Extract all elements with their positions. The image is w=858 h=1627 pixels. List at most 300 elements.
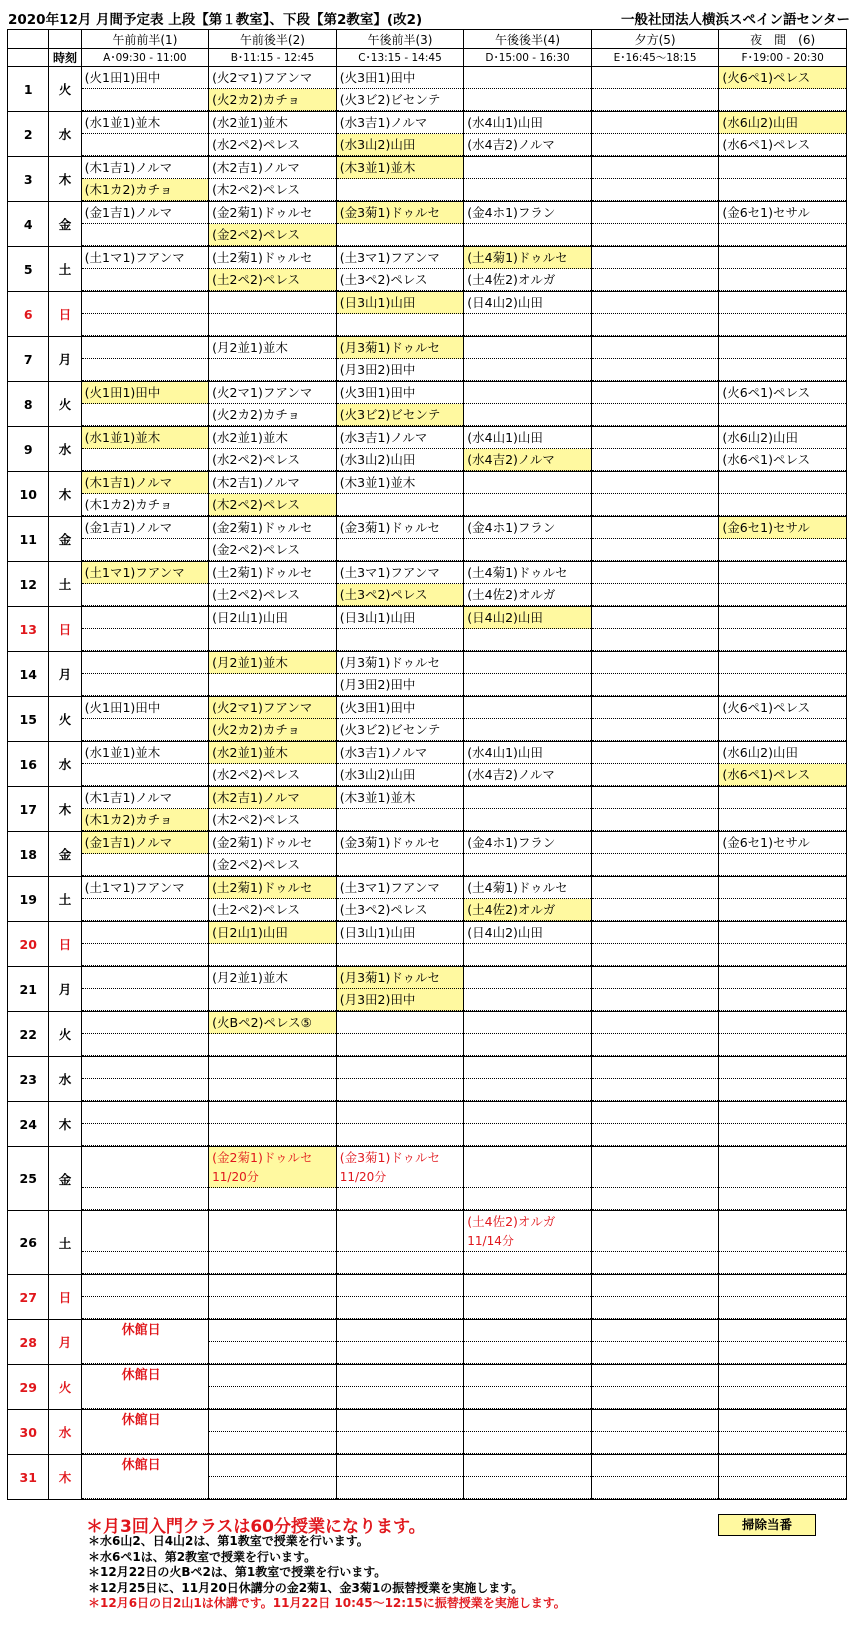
schedule-cell bbox=[336, 202, 464, 247]
day-of-week: 火 bbox=[49, 67, 81, 112]
class-slot-upper: (木2吉1)ノルマ bbox=[209, 157, 336, 179]
day-of-week: 木 bbox=[49, 157, 81, 202]
class-slot-lower bbox=[719, 809, 846, 831]
schedule-cell bbox=[591, 787, 719, 832]
class-slot-upper: (日4山2)山田 bbox=[464, 292, 591, 314]
makeup-date-note bbox=[464, 1169, 591, 1188]
class-slot-lower bbox=[82, 629, 209, 651]
day-of-week: 火 bbox=[49, 1012, 81, 1057]
class-slot-upper: (水4山1)山田 bbox=[464, 427, 591, 449]
note-line: ＊水6山2、日4山2は、第1教室で授業を行います。 bbox=[88, 1534, 369, 1548]
class-slot-lower bbox=[592, 449, 719, 471]
class-slot-upper: (月3菊1)ドゥルセ bbox=[337, 967, 464, 989]
class-slot-upper bbox=[592, 877, 719, 899]
schedule-cell bbox=[591, 1211, 719, 1275]
day-of-week: 月 bbox=[49, 652, 81, 697]
class-slot-lower bbox=[592, 989, 719, 1011]
day-number: 30 bbox=[8, 1410, 49, 1455]
class-slot-upper bbox=[209, 292, 336, 314]
day-of-week: 木 bbox=[49, 1455, 81, 1500]
schedule-cell bbox=[209, 832, 337, 877]
class-slot-upper: (金3菊1)ドゥルセ bbox=[337, 517, 464, 539]
class-slot-upper: (水3吉1)ノルマ bbox=[337, 427, 464, 449]
class-slot-lower: (水2ペ2)ペレス bbox=[209, 764, 336, 786]
schedule-cell bbox=[591, 652, 719, 697]
class-slot-upper: (月3菊1)ドゥルセ bbox=[337, 652, 464, 674]
class-slot-upper bbox=[464, 1455, 591, 1477]
class-slot-lower: (土2ペ2)ペレス bbox=[209, 899, 336, 921]
class-slot-lower bbox=[719, 1079, 846, 1101]
day-number: 12 bbox=[8, 562, 49, 607]
class-slot-upper: (水2並1)並木 bbox=[209, 742, 336, 764]
closed-label: 休館日 bbox=[121, 1458, 161, 1473]
schedule-cell bbox=[336, 1410, 464, 1455]
schedule-cell bbox=[209, 787, 337, 832]
class-slot-upper: (日3山1)山田 bbox=[337, 607, 464, 629]
class-slot-upper bbox=[337, 1410, 464, 1432]
schedule-cell bbox=[591, 202, 719, 247]
class-slot-upper bbox=[464, 1147, 591, 1169]
schedule-cell bbox=[336, 1455, 464, 1500]
class-slot-upper bbox=[592, 1410, 719, 1432]
class-slot-upper: (水1並1)並木 bbox=[82, 742, 209, 764]
class-slot-upper: (火6ペ1)ペレス bbox=[719, 382, 846, 404]
schedule-cell bbox=[464, 607, 592, 652]
class-slot-lower: (月3田2)田中 bbox=[337, 674, 464, 696]
class-slot-upper bbox=[209, 1365, 336, 1387]
schedule-cell bbox=[719, 607, 847, 652]
day-row bbox=[8, 472, 847, 517]
class-slot-upper bbox=[592, 1211, 719, 1233]
class-slot-lower bbox=[209, 1432, 336, 1454]
class-slot-lower bbox=[719, 944, 846, 966]
class-slot-lower bbox=[464, 539, 591, 561]
class-slot-lower bbox=[464, 854, 591, 876]
class-slot-upper bbox=[592, 202, 719, 224]
schedule-cell bbox=[464, 112, 592, 157]
class-slot-upper bbox=[82, 967, 209, 989]
schedule-cell bbox=[464, 697, 592, 742]
schedule-cell bbox=[336, 1320, 464, 1365]
blank-header bbox=[8, 30, 49, 49]
schedule-cell bbox=[81, 517, 209, 562]
schedule-cell bbox=[591, 832, 719, 877]
class-slot-lower bbox=[82, 1387, 209, 1409]
note-line-red: ＊12月6日の日2山1は休講です。11月22日 10:45～12:15に振替授業を実施します。 bbox=[88, 1596, 566, 1611]
schedule-cell bbox=[591, 922, 719, 967]
class-slot-upper bbox=[592, 1147, 719, 1169]
day-row bbox=[8, 607, 847, 652]
class-slot-lower bbox=[209, 1477, 336, 1499]
class-slot-upper: (月2並1)並木 bbox=[209, 967, 336, 989]
class-slot-lower: (木2ペ2)ペレス bbox=[209, 179, 336, 201]
schedule-cell bbox=[464, 1275, 592, 1320]
class-slot-lower bbox=[719, 1124, 846, 1146]
schedule-cell bbox=[464, 1455, 592, 1500]
period-name: 午後後半(4) bbox=[464, 30, 592, 49]
period-name: 午後前半(3) bbox=[336, 30, 464, 49]
makeup-date-note bbox=[82, 1169, 209, 1188]
class-slot-lower bbox=[82, 134, 209, 156]
class-slot-lower bbox=[209, 359, 336, 381]
day-number: 13 bbox=[8, 607, 49, 652]
schedule-cell bbox=[209, 877, 337, 922]
class-slot-lower bbox=[719, 224, 846, 246]
day-row bbox=[8, 742, 847, 787]
schedule-cell bbox=[336, 517, 464, 562]
schedule-cell bbox=[719, 517, 847, 562]
class-slot-lower: (水6ペ1)ペレス bbox=[719, 449, 846, 471]
day-of-week: 土 bbox=[49, 1211, 81, 1275]
class-slot-lower bbox=[82, 1477, 209, 1499]
class-slot-upper bbox=[82, 1012, 209, 1034]
class-slot-upper bbox=[719, 292, 846, 314]
class-slot-lower bbox=[592, 899, 719, 921]
schedule-cell bbox=[81, 1365, 209, 1410]
day-row bbox=[8, 1102, 847, 1147]
schedule-cell bbox=[591, 877, 719, 922]
class-slot-lower: (火3ビ2)ビセンテ bbox=[337, 89, 464, 111]
schedule-cell bbox=[591, 742, 719, 787]
day-row bbox=[8, 517, 847, 562]
schedule-cell bbox=[464, 562, 592, 607]
schedule-cell bbox=[591, 382, 719, 427]
schedule-cell bbox=[464, 967, 592, 1012]
class-slot-lower bbox=[719, 89, 846, 111]
schedule-cell bbox=[336, 427, 464, 472]
class-slot-upper bbox=[82, 1147, 209, 1169]
class-slot-lower bbox=[82, 224, 209, 246]
period-time: D･15:00 - 16:30 bbox=[464, 49, 592, 67]
class-slot-lower: (火2カ2)カチョ bbox=[209, 89, 336, 111]
class-slot-lower bbox=[82, 89, 209, 111]
day-number: 18 bbox=[8, 832, 49, 877]
schedule-cell bbox=[336, 877, 464, 922]
class-slot-upper: (金4ホ1)フラン bbox=[464, 517, 591, 539]
class-slot-upper bbox=[719, 1211, 846, 1233]
schedule-cell bbox=[81, 1057, 209, 1102]
class-slot-lower bbox=[719, 1387, 846, 1409]
class-slot-lower bbox=[719, 1297, 846, 1319]
class-slot-upper: (土4佐2)オルガ bbox=[467, 1214, 556, 1229]
schedule-cell bbox=[719, 337, 847, 382]
class-slot-lower bbox=[82, 854, 209, 876]
class-slot-upper: (土1マ1)フアンマ bbox=[82, 562, 209, 584]
class-slot-upper bbox=[719, 157, 846, 179]
class-slot-upper: (土2菊1)ドゥルセ bbox=[209, 562, 336, 584]
class-slot-upper bbox=[592, 607, 719, 629]
schedule-cell bbox=[209, 472, 337, 517]
schedule-cell bbox=[719, 922, 847, 967]
day-number: 5 bbox=[8, 247, 49, 292]
class-slot-upper bbox=[337, 1012, 464, 1034]
schedule-cell bbox=[209, 1102, 337, 1147]
class-slot-lower bbox=[82, 899, 209, 921]
schedule-cell bbox=[81, 922, 209, 967]
schedule-cell bbox=[209, 1320, 337, 1365]
day-row bbox=[8, 67, 847, 112]
class-slot-upper bbox=[592, 1320, 719, 1342]
class-slot-upper bbox=[464, 1365, 591, 1387]
class-slot-upper bbox=[82, 652, 209, 674]
schedule-cell bbox=[591, 67, 719, 112]
class-slot-lower: (金2ペ2)ペレス bbox=[209, 539, 336, 561]
schedule-cell bbox=[81, 742, 209, 787]
class-slot-upper bbox=[592, 247, 719, 269]
class-slot-lower bbox=[592, 719, 719, 741]
class-slot-upper bbox=[464, 1320, 591, 1342]
class-slot-lower bbox=[592, 134, 719, 156]
class-slot-lower bbox=[592, 269, 719, 291]
class-slot-lower bbox=[464, 1432, 591, 1454]
period-name: 夜 間 (6) bbox=[719, 30, 847, 49]
class-slot-lower bbox=[82, 764, 209, 786]
class-slot-lower: (火2カ2)カチョ bbox=[209, 404, 336, 426]
class-slot-upper: (水2並1)並木 bbox=[209, 427, 336, 449]
closed-label: 休館日 bbox=[121, 1413, 161, 1428]
schedule-cell bbox=[591, 1057, 719, 1102]
schedule-cell bbox=[336, 1057, 464, 1102]
class-slot-upper bbox=[592, 562, 719, 584]
class-slot-upper bbox=[82, 1211, 209, 1233]
makeup-date-note bbox=[719, 1169, 846, 1188]
day-row bbox=[8, 1211, 847, 1275]
class-slot-lower bbox=[209, 1034, 336, 1056]
day-of-week: 日 bbox=[49, 922, 81, 967]
schedule-cell bbox=[209, 1057, 337, 1102]
class-slot-upper: (金3菊1)ドゥルセ bbox=[339, 1150, 441, 1165]
blank-header bbox=[8, 49, 49, 67]
class-slot-upper bbox=[209, 1211, 336, 1233]
class-slot-upper bbox=[82, 1057, 209, 1079]
organization-name: 一般社団法人横浜スペイン語センター bbox=[621, 12, 850, 28]
day-number: 6 bbox=[8, 292, 49, 337]
day-row bbox=[8, 652, 847, 697]
class-slot-lower bbox=[592, 1477, 719, 1499]
schedule-cell bbox=[719, 1275, 847, 1320]
day-of-week: 水 bbox=[49, 1410, 81, 1455]
intro-class-note: ＊月3回入門クラスは60分授業になります。 bbox=[86, 1517, 426, 1537]
class-slot-lower bbox=[592, 1124, 719, 1146]
class-slot-lower bbox=[464, 1252, 591, 1274]
class-slot-lower bbox=[592, 1252, 719, 1274]
day-row bbox=[8, 1012, 847, 1057]
class-slot-upper bbox=[592, 67, 719, 89]
class-slot-lower bbox=[592, 944, 719, 966]
class-slot-lower: (水3山2)山田 bbox=[337, 134, 464, 156]
schedule-cell bbox=[336, 1365, 464, 1410]
schedule-cell bbox=[336, 382, 464, 427]
class-slot-upper bbox=[464, 1012, 591, 1034]
schedule-cell bbox=[209, 697, 337, 742]
class-slot-lower bbox=[592, 1342, 719, 1364]
schedule-cell bbox=[209, 382, 337, 427]
day-number: 15 bbox=[8, 697, 49, 742]
class-slot-upper: (日2山1)山田 bbox=[209, 922, 336, 944]
class-slot-lower bbox=[464, 224, 591, 246]
day-row bbox=[8, 1147, 847, 1211]
class-slot-lower bbox=[337, 944, 464, 966]
class-slot-upper bbox=[592, 652, 719, 674]
class-slot-lower bbox=[82, 449, 209, 471]
class-slot-lower bbox=[82, 674, 209, 696]
period-time: A･09:30 - 11:00 bbox=[81, 49, 209, 67]
day-of-week: 木 bbox=[49, 787, 81, 832]
class-slot-lower: (土2ペ2)ペレス bbox=[209, 269, 336, 291]
class-slot-upper bbox=[592, 382, 719, 404]
schedule-cell bbox=[464, 157, 592, 202]
schedule-cell bbox=[81, 967, 209, 1012]
day-row bbox=[8, 157, 847, 202]
schedule-cell bbox=[81, 607, 209, 652]
class-slot-lower bbox=[209, 1124, 336, 1146]
class-slot-upper: (木2吉1)ノルマ bbox=[209, 472, 336, 494]
schedule-cell bbox=[719, 472, 847, 517]
class-slot-upper bbox=[464, 652, 591, 674]
day-number: 28 bbox=[8, 1320, 49, 1365]
day-number: 27 bbox=[8, 1275, 49, 1320]
class-slot-upper bbox=[464, 67, 591, 89]
class-slot-upper bbox=[464, 697, 591, 719]
schedule-cell bbox=[209, 157, 337, 202]
class-slot-upper: (木3並1)並木 bbox=[337, 157, 464, 179]
class-slot-lower bbox=[592, 584, 719, 606]
class-slot-lower: (水4吉2)ノルマ bbox=[464, 764, 591, 786]
class-slot-lower bbox=[337, 1124, 464, 1146]
makeup-date-note bbox=[592, 1169, 719, 1188]
schedule-cell bbox=[81, 67, 209, 112]
class-slot-upper: (土4菊1)ドゥルセ bbox=[464, 562, 591, 584]
class-slot-lower bbox=[719, 899, 846, 921]
class-slot-lower: (月3田2)田中 bbox=[337, 359, 464, 381]
day-of-week: 月 bbox=[49, 337, 81, 382]
schedule-cell bbox=[81, 337, 209, 382]
schedule-cell bbox=[81, 652, 209, 697]
class-slot-lower bbox=[337, 1034, 464, 1056]
schedule-cell bbox=[591, 1320, 719, 1365]
schedule-cell bbox=[336, 922, 464, 967]
schedule-cell bbox=[591, 1455, 719, 1500]
class-slot-lower bbox=[82, 1034, 209, 1056]
schedule-cell bbox=[719, 742, 847, 787]
day-number: 16 bbox=[8, 742, 49, 787]
makeup-date-note: 11/20分 bbox=[337, 1169, 464, 1188]
day-of-week: 金 bbox=[49, 832, 81, 877]
schedule-cell bbox=[209, 562, 337, 607]
class-slot-lower: (水3山2)山田 bbox=[337, 764, 464, 786]
schedule-cell bbox=[464, 517, 592, 562]
class-slot-upper bbox=[719, 1102, 846, 1124]
schedule-cell bbox=[464, 1410, 592, 1455]
class-slot-lower bbox=[209, 989, 336, 1011]
class-slot-lower: (土4佐2)オルガ bbox=[464, 899, 591, 921]
day-number: 19 bbox=[8, 877, 49, 922]
schedule-cell bbox=[336, 1102, 464, 1147]
class-slot-upper bbox=[592, 112, 719, 134]
class-slot-upper: (木2吉1)ノルマ bbox=[209, 787, 336, 809]
schedule-cell bbox=[81, 1320, 209, 1365]
day-row bbox=[8, 382, 847, 427]
day-number: 4 bbox=[8, 202, 49, 247]
class-slot-lower bbox=[209, 1387, 336, 1409]
schedule-cell bbox=[464, 247, 592, 292]
class-slot-lower bbox=[719, 314, 846, 336]
day-of-week: 月 bbox=[49, 1320, 81, 1365]
class-slot-lower bbox=[464, 719, 591, 741]
class-slot-upper: (金2菊1)ドゥルセ bbox=[209, 832, 336, 854]
class-slot-lower bbox=[209, 1342, 336, 1364]
class-slot-lower: (土2ペ2)ペレス bbox=[209, 584, 336, 606]
class-slot-upper bbox=[592, 967, 719, 989]
class-slot-upper bbox=[82, 1275, 209, 1297]
class-slot-lower: (月3田2)田中 bbox=[337, 989, 464, 1011]
schedule-cell bbox=[81, 472, 209, 517]
class-slot-lower bbox=[719, 674, 846, 696]
schedule-cell bbox=[719, 1455, 847, 1500]
class-slot-lower bbox=[82, 1124, 209, 1146]
makeup-date-note bbox=[719, 1233, 846, 1252]
class-slot-lower bbox=[337, 314, 464, 336]
class-slot-lower bbox=[82, 1342, 209, 1364]
day-of-week: 水 bbox=[49, 1057, 81, 1102]
schedule-cell bbox=[719, 1365, 847, 1410]
class-slot-lower bbox=[337, 179, 464, 201]
schedule-cell bbox=[719, 427, 847, 472]
class-slot-upper bbox=[592, 742, 719, 764]
class-slot-lower bbox=[464, 1188, 591, 1210]
schedule-cell bbox=[719, 112, 847, 157]
schedule-cell bbox=[81, 292, 209, 337]
day-number: 17 bbox=[8, 787, 49, 832]
schedule-cell bbox=[591, 157, 719, 202]
class-slot-lower: (水4吉2)ノルマ bbox=[464, 134, 591, 156]
class-slot-lower bbox=[337, 1188, 464, 1210]
class-slot-lower bbox=[337, 494, 464, 516]
class-slot-upper bbox=[82, 607, 209, 629]
class-slot-upper bbox=[592, 1057, 719, 1079]
class-slot-lower: (水3山2)山田 bbox=[337, 449, 464, 471]
class-slot-lower bbox=[464, 809, 591, 831]
class-slot-upper: (水4山1)山田 bbox=[464, 112, 591, 134]
schedule-cell bbox=[719, 202, 847, 247]
class-slot-lower bbox=[592, 854, 719, 876]
class-slot-upper: (土1マ1)フアンマ bbox=[82, 247, 209, 269]
schedule-cell bbox=[209, 202, 337, 247]
closed-label: 休館日 bbox=[121, 1323, 161, 1338]
class-slot-lower bbox=[82, 269, 209, 291]
class-slot-upper bbox=[592, 697, 719, 719]
schedule-cell bbox=[591, 112, 719, 157]
class-slot-lower bbox=[719, 404, 846, 426]
class-slot-upper bbox=[719, 247, 846, 269]
day-number: 1 bbox=[8, 67, 49, 112]
class-slot-lower bbox=[464, 404, 591, 426]
schedule-cell bbox=[464, 1320, 592, 1365]
class-slot-upper: (月2並1)並木 bbox=[209, 337, 336, 359]
period-time: B･11:15 - 12:45 bbox=[209, 49, 337, 67]
class-slot-upper bbox=[464, 1102, 591, 1124]
schedule-cell bbox=[336, 1275, 464, 1320]
note-line: ＊水6ペ1は、第2教室で授業を行います。 bbox=[88, 1549, 317, 1564]
schedule-cell bbox=[209, 1211, 337, 1275]
class-slot-lower: (木2ペ2)ペレス bbox=[209, 809, 336, 831]
class-slot-lower bbox=[82, 989, 209, 1011]
class-slot-lower: (木1カ2)カチョ bbox=[82, 494, 209, 516]
day-number: 21 bbox=[8, 967, 49, 1012]
class-slot-lower bbox=[592, 1079, 719, 1101]
day-of-week: 月 bbox=[49, 967, 81, 1012]
class-slot-upper: (火2マ1)フアンマ bbox=[209, 67, 336, 89]
